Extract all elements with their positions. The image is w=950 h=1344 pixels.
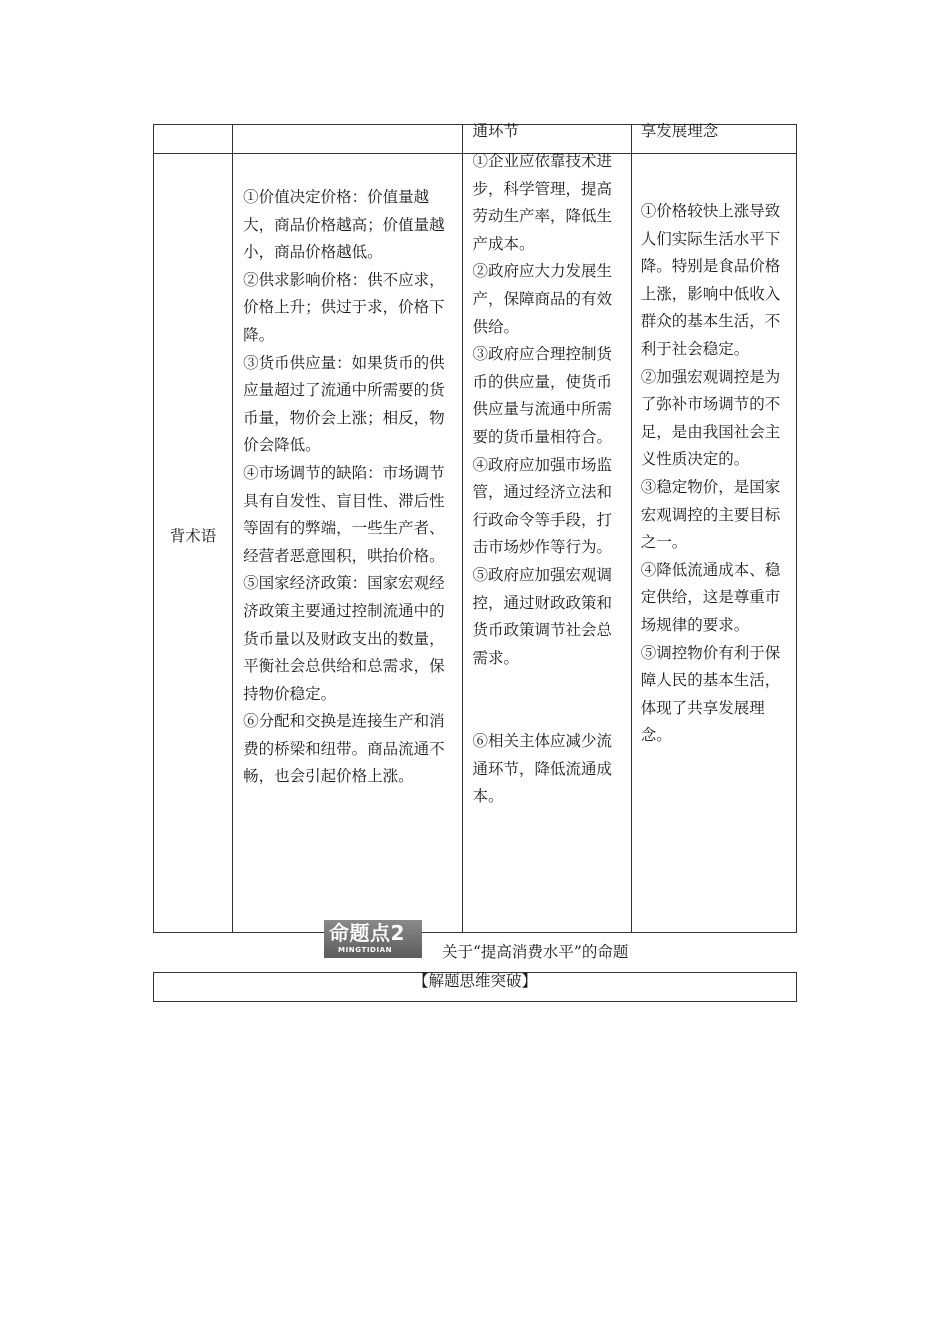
- term-label-cell: [154, 154, 233, 933]
- section-heading: [324, 920, 824, 960]
- table-cell-empty-2: [233, 125, 463, 154]
- cause-item: ③货币供应量：如果货币的供应量超过了流通中所需要的货币量，物价会上涨；相反，物价会降低。: [243, 353, 445, 455]
- measure-item: ④政府应加强市场监管，通过经济立法和行政命令等手段，打击市场炒作等行为。: [472, 455, 612, 557]
- badge-main-text: 命题点2: [329, 921, 405, 945]
- measure-item: ③政府应合理控制货币的供应量，使货币供应量与流通中所需要的货币量相符合。: [472, 345, 612, 446]
- measure-item: ⑤政府应加强宏观调控，通过财政政策和货币政策调节社会总需求。: [472, 565, 612, 667]
- significance-item: ②加强宏观调控是为了弥补市场调节的不足，是由我国社会主义性质决定的。: [640, 367, 781, 469]
- cell-text-col4-top: 享发展理念: [640, 122, 719, 140]
- cell-text-col3-top: 通环节: [472, 122, 519, 140]
- table-row: [154, 154, 797, 933]
- table-cell-top-col4: [631, 122, 796, 154]
- thinking-breakthrough-label: 【解题思维突破】: [412, 972, 537, 990]
- section-title: 关于“提高消费水平”的命题: [442, 943, 629, 961]
- measure-item: ①企业应依靠技术进步，科学管理，提高劳动生产率，降低生产成本。: [472, 152, 612, 253]
- measure-item: ②政府应大力发展生产，保障商品的有效供给。: [472, 262, 612, 336]
- term-label: 背术语: [169, 527, 217, 546]
- cause-item: ②供求影响价格：供不应求，价格上升；供过于求，价格下降。: [243, 270, 445, 344]
- table-cell-empty-1: [154, 125, 233, 154]
- thinking-breakthrough-box: [153, 972, 797, 1002]
- cause-item: ④市场调节的缺陷：市场调节具有自发性、盲目性、滞后性等固有的弊端，一些生产者、经营者恶意囤积，哄抬价格。: [243, 463, 445, 565]
- significance-item: ①价格较快上涨导致人们实际生活水平下降。特别是食品价格上涨，影响中低收入群众的基本生活，不利于社会稳定。: [640, 202, 781, 358]
- significance-item: ③稳定物价，是国家宏观调控的主要目标之一。: [640, 477, 781, 552]
- knowledge-table: [153, 124, 797, 933]
- significance-item: ④降低流通成本、稳定供给，这是尊重市场规律的要求。: [640, 560, 781, 634]
- significance-cell: [631, 154, 796, 933]
- measures-cell: [463, 154, 631, 933]
- measure-item: ⑥相关主体应减少流通环节，降低流通成本。: [472, 732, 612, 806]
- significance-item: ⑤调控物价有利于保障人民的基本生活，体现了共享发展理念。: [640, 643, 781, 745]
- badge-sub-text: MINGTIDIAN: [338, 946, 393, 954]
- cause-item: ⑥分配和交换是连接生产和消费的桥梁和纽带。商品流通不畅，也会引起价格上涨。: [243, 712, 445, 786]
- cause-item: ⑤国家经济政策：国家宏观经济政策主要通过控制流通中的货币量以及财政支出的数量，平衡社会总供给和总需求，保持物价稳定。: [243, 574, 445, 703]
- mingtidian-badge: [324, 920, 422, 958]
- causes-cell: [233, 154, 463, 933]
- cause-item: ①价值决定价格：价值量越大，商品价格越高；价值量越小，商品价格越低。: [243, 188, 445, 262]
